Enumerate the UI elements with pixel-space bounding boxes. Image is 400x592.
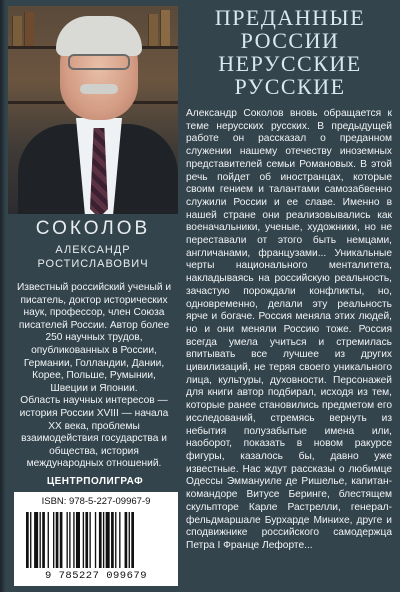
barcode-bar (73, 512, 74, 568)
bio-paragraph: Известный российский ученый и писатель, доктор исторических наук, профессор, член Союза писателей России. Автор более 250 научных трудов, опубликованных в России, Германии, Голландии, Дании, Корее, Польше, Румынии, Швеции и Японии. (16, 282, 172, 394)
book-title (184, 6, 396, 98)
barcode-bar (53, 512, 54, 568)
barcode-bar (129, 512, 130, 568)
barcode-bar (34, 512, 38, 568)
barcode-bar (111, 512, 114, 568)
barcode-bar (69, 512, 70, 568)
book-spine (24, 12, 34, 46)
spine-edge (0, 0, 6, 592)
book-spine (160, 10, 170, 46)
blurb-text: Александр Соколов вновь обращается к теме нерусских русских. В предыдущей работе он рассказал о преданном служении нашему отечеству иноземных представителей семьи Романовых. В этой речь пойдет об иностранцах, которые своим гением и талантами самозабвенно служили России и ее славе. Именно в нашей стране они реализовывались как военачальники, ученые, художники, но не переставали от этого быть немцами, англичанами, французами... Уникальные черты национального менталитета, накладываясь на российскую реальность, зачастую порождали конфликты, но, одновременно, делали эту реальность ярче и богаче. Россия меняла этих людей, но и они меняли Россию тоже. Россия всегда умела учиться и стремилась впитывать все лучшее из других цивилизаций, не теряя своего уникального лица, культуры, духовности. Персонажей для книги автор подбирал, исходя из тем, которые ранее становились предметом его исследований, стремясь вернуть из небытия полузабытые имена или, наоборот, показать в новом ракурсе фигуры, казалось бы, давно уже известные. Нас ждут рассказы о любимце Одессы Эммануиле де Ришелье, капитан-командоре Витусе Беринге, блестящем скульпторе Карле Растрелли, генерал-фельдмаршале Бурхарде Минихе, друге и сподвижнике российского самодержца Петра I Франце Лефорте... (186, 108, 392, 551)
author-patronymic: РОСТИСЛАВОВИЧ (37, 258, 149, 270)
bio-paragraph: Область научных интересов — история России XVIII — начала XX века, проблемы взаимодействия государства и общества, история международных отношений. (19, 395, 169, 470)
barcode-bar (99, 512, 102, 568)
publisher-logo: ЦЕНТРПОЛИГРАФ (46, 476, 144, 487)
author-mustache (80, 84, 118, 94)
author-bio (14, 282, 174, 471)
barcode-bar (119, 512, 120, 568)
barcode-bar (30, 512, 31, 568)
barcode-bar (125, 512, 128, 568)
barcode-bar (115, 512, 116, 568)
barcode-bar (26, 512, 29, 568)
title-line: РОССИИ (240, 28, 340, 53)
barcode (26, 512, 166, 568)
book-spine (148, 14, 158, 46)
barcode-bar (60, 512, 63, 568)
author-given-names (10, 243, 176, 271)
barcode-panel (14, 492, 178, 586)
barcode-bar (89, 512, 90, 568)
barcode-bar (85, 512, 88, 568)
book-blurb (186, 108, 392, 553)
barcode-bar (40, 512, 41, 568)
title-line: НЕРУССКИЕ (218, 51, 362, 76)
barcode-bar (67, 512, 68, 568)
barcode-digits: 9 785227 099679 (44, 570, 147, 582)
author-surname: СОКОЛОВ (35, 218, 151, 239)
barcode-bar (106, 512, 110, 568)
title-line: ПРЕДАННЫЕ (214, 5, 366, 30)
barcode-bar (42, 512, 45, 568)
barcode-bar (83, 512, 84, 568)
barcode-bar (56, 512, 59, 568)
author-glasses (68, 54, 130, 70)
book-spine (12, 16, 22, 46)
barcode-bar (95, 512, 96, 568)
isbn-label: ISBN: 978-5-227-09967-9 (41, 496, 151, 507)
author-hair (56, 16, 142, 56)
author-photo (8, 6, 178, 214)
title-line: РУССКИЕ (234, 74, 346, 99)
barcode-bar (103, 512, 104, 568)
barcode-bar (131, 512, 134, 568)
author-first-name: АЛЕКСАНДР (55, 244, 131, 256)
barcode-bar (48, 512, 49, 568)
barcode-bar (76, 512, 80, 568)
